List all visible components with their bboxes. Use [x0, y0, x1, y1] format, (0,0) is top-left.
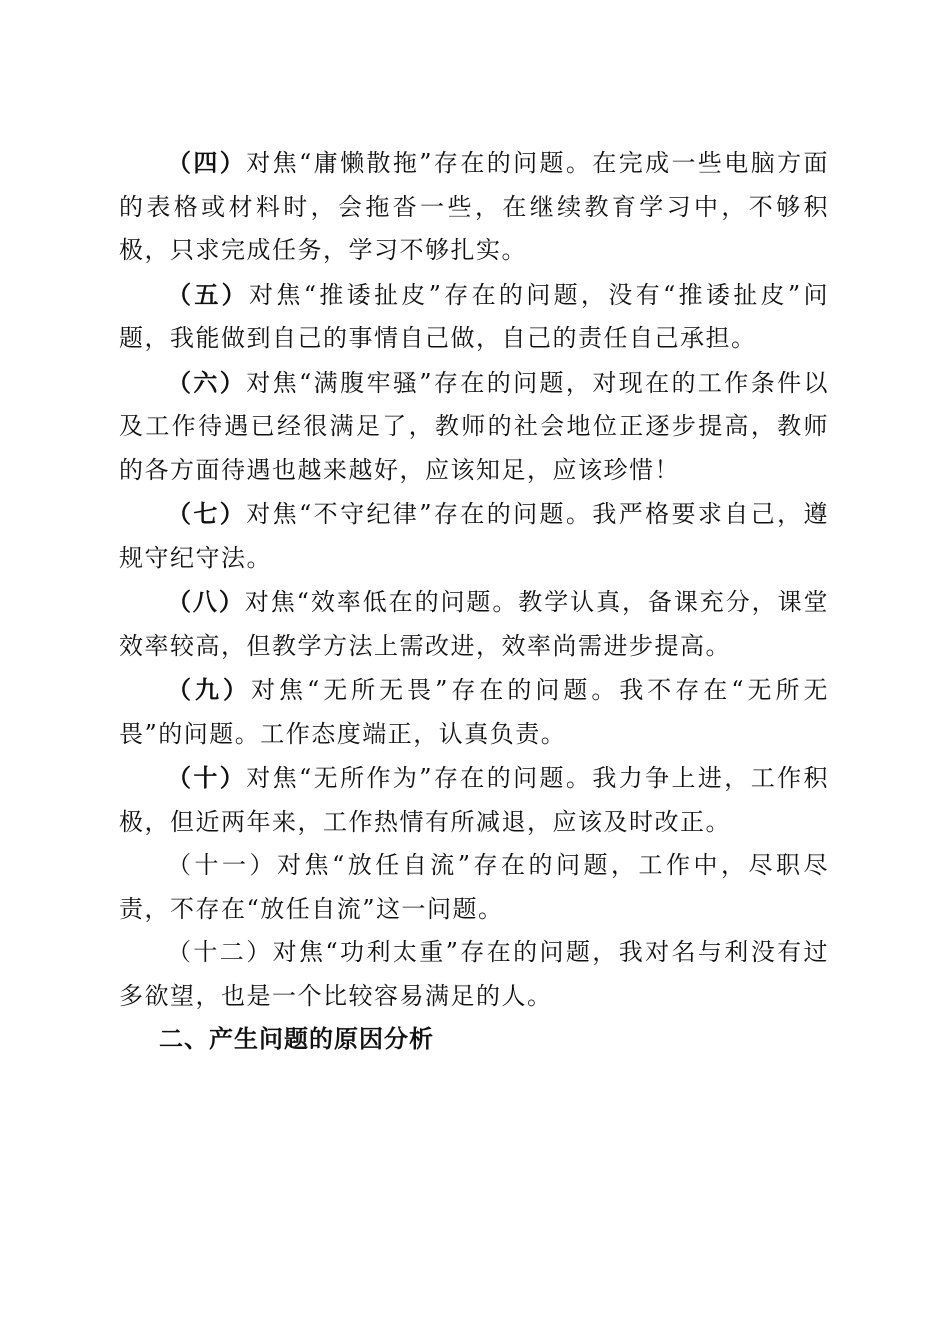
paragraph-text: 对焦“庸懒散拖”存在的问题。在完成一些电脑方面的表格或材料时，会拖沓一些，在继续教育学习中，不够积极，只求完成任务，学习不够扎实。 — [119, 149, 829, 264]
paragraph-text: 对焦“效率低在的问题。教学认真，备课充分，课堂效率较高，但教学方法上需改进，效率尚需进步提高。 — [119, 588, 829, 660]
paragraph-number: （七） — [167, 499, 247, 528]
paragraph-text: 对焦“放任自流”存在的问题，工作中，尽职尽责，不存在“放任自流”这一问题。 — [119, 851, 829, 923]
paragraph-item-10 — [119, 756, 829, 844]
paragraph-item-12 — [119, 931, 829, 1018]
paragraph-item-5 — [119, 273, 829, 361]
paragraph-number: （十一） — [167, 851, 277, 879]
paragraph-text: 对焦“不守纪律”存在的问题。我严格要求自己，遵规守纪守法。 — [119, 500, 829, 572]
paragraph-number: （十） — [167, 763, 247, 792]
paragraph-text: 对焦“推诿扯皮”存在的问题，没有“推诿扯皮”问题，我能做到自己的事情自己做，自己的责任自己承担。 — [119, 280, 830, 352]
paragraph-number: （九） — [167, 675, 251, 704]
paragraph-number: （十二） — [167, 938, 273, 966]
paragraph-text: 对焦“无所作为”存在的问题。我力争上进，工作积极，但近两年来，工作热情有所减退，应该及时改正。 — [119, 764, 829, 836]
paragraph-item-11 — [119, 844, 829, 931]
paragraph-text: 对焦“功利太重”存在的问题，我对名与利没有过多欲望，也是一个比较容易满足的人。 — [119, 938, 829, 1010]
paragraph-text: 对焦“无所无畏”存在的问题。我不存在“无所无畏”的问题。工作态度端正，认真负责。 — [119, 676, 830, 748]
document-body — [119, 141, 829, 1062]
paragraph-item-7 — [119, 492, 829, 580]
section-heading: 二、产生问题的原因分析 — [159, 1025, 434, 1053]
paragraph-item-9 — [119, 668, 829, 756]
paragraph-number: （六） — [167, 367, 247, 397]
paragraph-item-6 — [119, 361, 829, 493]
paragraph-item-8 — [119, 580, 829, 668]
paragraph-text: 对焦“满腹牢骚”存在的问题，对现在的工作条件以及工作待遇已经很满足了，教师的社会地位正逐步提高，教师的各方面待遇也越来越好，应该知足，应该珍惜！ — [119, 368, 829, 484]
paragraph-number: （四） — [167, 148, 247, 177]
paragraph-item-4 — [119, 141, 829, 273]
paragraph-number: （八） — [167, 587, 245, 616]
paragraph-number: （五） — [167, 279, 250, 309]
